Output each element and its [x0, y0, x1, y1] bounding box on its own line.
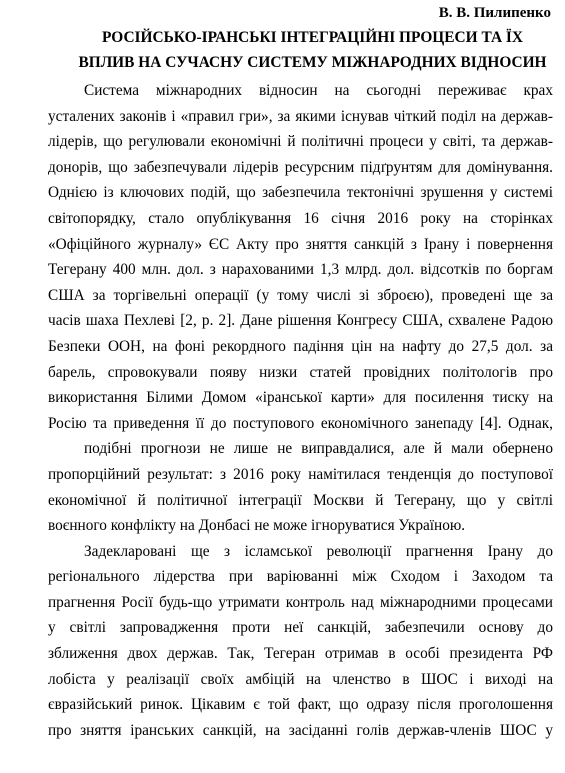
text-line: прагнення Росії будь-що утримати контроль над міжнародними процесами — [48, 593, 553, 611]
text-line: Росію та приведення її до поступового економічного занепаду [4]. Однак, — [48, 414, 553, 432]
text-line: регіонального лідерства при варіюванні між Сходом і Заходом та — [48, 568, 553, 586]
text-line: про зняття іранських санкцій, на засіданні голів держав-членів ШОС у — [48, 721, 553, 739]
paragraph-1 — [48, 78, 553, 539]
text-line: донорів, що забезпечували лідерів ресурсним підґрунтям для домінування. — [48, 158, 553, 176]
text-line: барель, спровокували появу низки статей провідних політологів про — [48, 363, 553, 381]
text-line: лідерів, що регулювали економічні й політичні процеси у світі, та держав- — [48, 133, 553, 151]
text-line: усталених законів і «правил гри», за якими існував чіткий поділ на держав- — [48, 107, 553, 125]
article-title-line-1: РОСІЙСЬКО-ІРАНСЬКІ ІНТЕГРАЦІЙНІ ПРОЦЕСИ ТА ЇХ — [101, 29, 524, 46]
text-line: часів шаха Пехлеві [2, p. 2]. Дане рішення Конгресу США, схвалене Радою — [48, 312, 553, 330]
text-line: євразійський ринок. Цікавим є той факт, що одразу після проголошення — [48, 696, 553, 714]
paragraph-2 — [48, 539, 553, 744]
text-line: США за торгівельні операції (у тому числі зі зброєю), проведені ще за — [48, 286, 553, 304]
text-line: економічної й політичної інтеграції Москви й Тегерану, що у світлі — [48, 491, 553, 509]
text-line: зближення двох держав. Так, Тегеран отримав в особі президента РФ — [48, 645, 553, 663]
text-line: лобіста у реалізації своїх амбіцій на членство в ШОС і виході на — [48, 670, 553, 688]
text-line: Задекларовані ще з ісламської революції прагнення Ірану до — [84, 542, 553, 560]
text-line: у світлі запровадження проти неї санкцій, забезпечили основу до — [48, 619, 553, 637]
text-line: воєнного конфлікту на Донбасі не може ігноруватися Україною. — [48, 517, 466, 535]
text-line: подібні прогнози не лише не виправдалися, але й мали обернено — [84, 440, 553, 458]
article-body — [48, 78, 553, 743]
text-line: пропорційний результат: з 2016 року намітилася тенденція до поступової — [48, 465, 553, 483]
article-title-line-2: ВПЛИВ НА СУЧАСНУ СИСТЕМУ МІЖНАРОДНИХ ВІДНОСИН — [78, 54, 547, 71]
text-line: Безпеки ООН, на фоні рекордного падіння цін на нафту до 27,5 дол. за — [48, 337, 553, 355]
text-line: «Офіційного журналу» ЄС Акту про зняття санкцій з Ірану і повернення — [48, 235, 553, 253]
text-line: Тегерану 400 млн. дол. з нарахованими 1,3 млрд. дол. відсотків по боргам — [48, 261, 553, 279]
text-line: використання Білими Домом «іранської карти» для посилення тиску на — [48, 389, 553, 407]
author-name: В. В. Пилипенко — [438, 5, 551, 21]
text-line: Система міжнародних відносин на сьогодні переживає крах — [84, 82, 553, 99]
text-line: світопорядку, стало опублікування 16 січня 2016 року на сторінках — [48, 209, 553, 227]
text-line: Однією із ключових подій, що забезпечила тектонічні зрушення у системі — [48, 184, 553, 202]
